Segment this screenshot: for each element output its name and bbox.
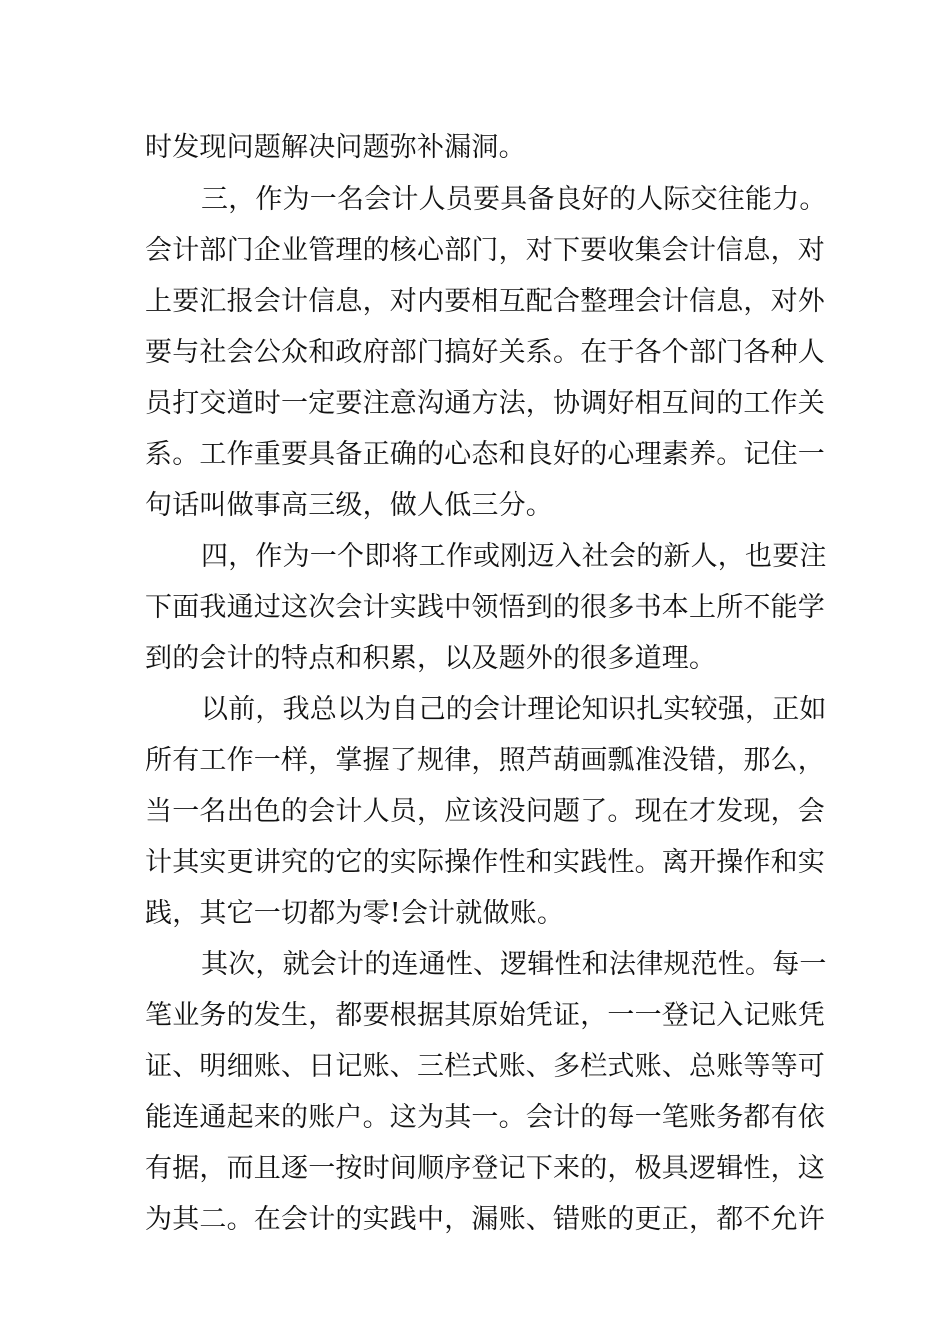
- text-line: 能连通起来的账户。这为其一。会计的每一笔账务都有依: [145, 1102, 825, 1133]
- text-line: 四，作为一个即将工作或刚迈入社会的新人，也要注: [201, 541, 827, 572]
- text-line: 员打交道时一定要注意沟通方法，协调好相互间的工作关: [145, 388, 825, 419]
- text-line: 会计部门企业管理的核心部门，对下要收集会计信息，对: [145, 235, 825, 266]
- text-line: 有据，而且逐一按时间顺序登记下来的，极具逻辑性，这: [145, 1153, 825, 1184]
- text-line: 当一名出色的会计人员，应该没问题了。现在才发现，会: [145, 796, 825, 827]
- text-line: 笔业务的发生，都要根据其原始凭证，一一登记入记账凭: [145, 1000, 825, 1031]
- text-line: 系。工作重要具备正确的心态和良好的心理素养。记住一: [145, 439, 825, 470]
- text-line: 以前，我总以为自己的会计理论知识扎实较强，正如: [201, 694, 827, 725]
- text-line: 时发现问题解决问题弥补漏洞。: [145, 132, 526, 163]
- text-line: 句话叫做事高三级，做人低三分。: [145, 490, 553, 521]
- text-line: 所有工作一样，掌握了规律，照芦葫画瓢准没错，那么，: [145, 745, 825, 776]
- text-line: 上要汇报会计信息，对内要相互配合整理会计信息，对外: [145, 286, 825, 317]
- text-line: 计其实更讲究的它的实际操作性和实践性。离开操作和实: [145, 847, 825, 878]
- text-line: 其次，就会计的连通性、逻辑性和法律规范性。每一: [201, 949, 827, 980]
- text-line: 证、明细账、日记账、三栏式账、多栏式账、总账等等可: [145, 1051, 825, 1082]
- text-line: 要与社会公众和政府部门搞好关系。在于各个部门各种人: [145, 337, 825, 368]
- text-line: 三，作为一名会计人员要具备良好的人际交往能力。: [201, 184, 827, 215]
- text-line: 下面我通过这次会计实践中领悟到的很多书本上所不能学: [145, 592, 825, 623]
- text-line: 践，其它一切都为零!会计就做账。: [145, 898, 565, 929]
- text-line: 为其二。在会计的实践中，漏账、错账的更正，都不允许: [145, 1204, 825, 1235]
- text-line: 到的会计的特点和积累，以及题外的很多道理。: [145, 643, 717, 674]
